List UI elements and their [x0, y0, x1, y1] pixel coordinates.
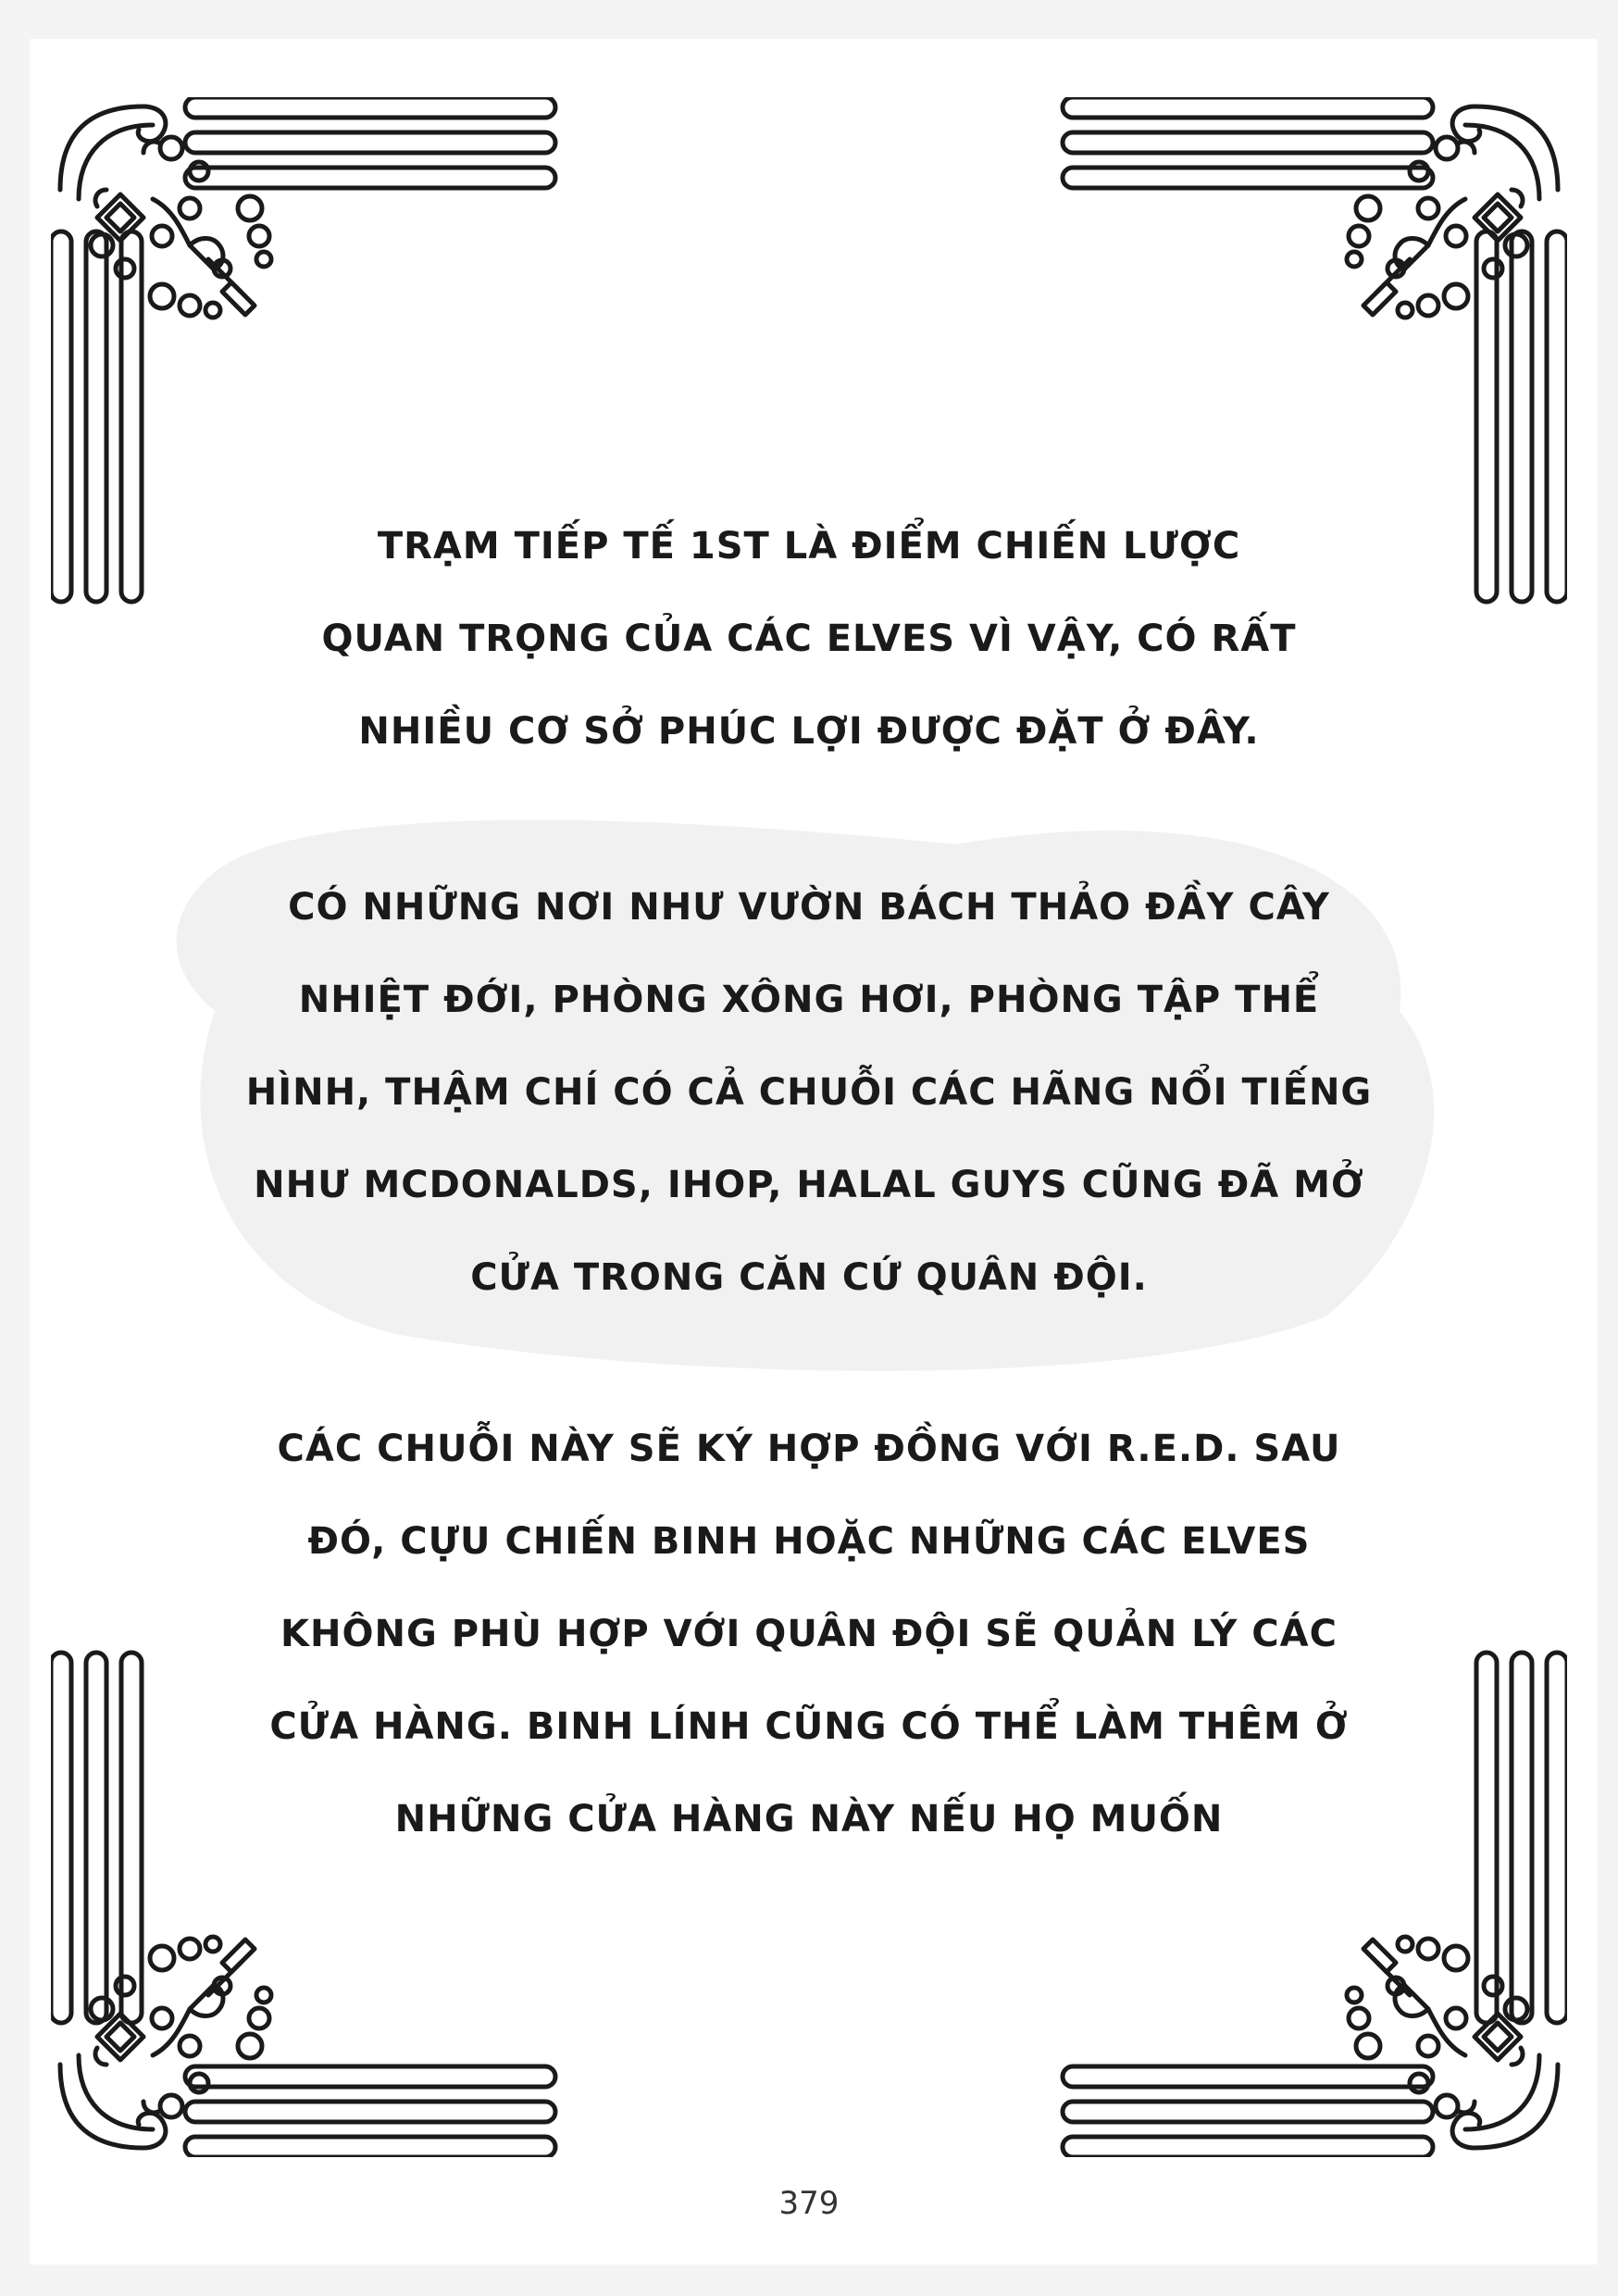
text-line: NHIỆT ĐỚI, PHÒNG XÔNG HƠI, PHÒNG TẬP THỂ [298, 979, 1320, 1021]
text-line: HÌNH, THẬM CHÍ CÓ CẢ CHUỖI CÁC HÃNG NỔI TIẾNG [245, 1071, 1373, 1114]
paragraph-2 [241, 861, 1377, 1324]
text-line: KHÔNG PHÙ HỢP VỚI QUÂN ĐỘI SẼ QUẢN LÝ CÁC [280, 1613, 1338, 1655]
text-line: NHỮNG CỬA HÀNG NÀY NẾU HỌ MUỐN [394, 1798, 1224, 1841]
text-line: CỬA HÀNG. BINH LÍNH CŨNG CÓ THỂ LÀM THÊM Ở [269, 1705, 1349, 1748]
text-line: CÓ NHỮNG NƠI NHƯ VƯỜN BÁCH THẢO ĐẦY CÂY [288, 886, 1330, 929]
text-line: ĐÓ, CỰU CHIẾN BINH HOẶC NHỮNG CÁC ELVES [307, 1520, 1311, 1563]
text-line: NHƯ MCDONALDS, IHOP, HALAL GUYS CŨNG ĐÃ MỞ [254, 1164, 1364, 1206]
text-line: NHIỀU CƠ SỞ PHÚC LỢI ĐƯỢC ĐẶT Ở ĐÂY. [358, 710, 1260, 753]
text-line: CÁC CHUỖI NÀY SẼ KÝ HỢP ĐỒNG VỚI R.E.D. SAU [277, 1428, 1341, 1470]
page-number: 379 [778, 2185, 840, 2222]
paragraph-1 [241, 500, 1377, 778]
paragraph-3 [241, 1403, 1377, 1866]
text-line: TRẠM TIẾP TẾ 1ST LÀ ĐIỂM CHIẾN LƯỢC [377, 525, 1241, 568]
text-line: QUAN TRỌNG CỦA CÁC ELVES VÌ VẬY, CÓ RẤT [321, 618, 1297, 660]
text-line: CỬA TRONG CĂN CỨ QUÂN ĐỘI. [470, 1256, 1148, 1299]
